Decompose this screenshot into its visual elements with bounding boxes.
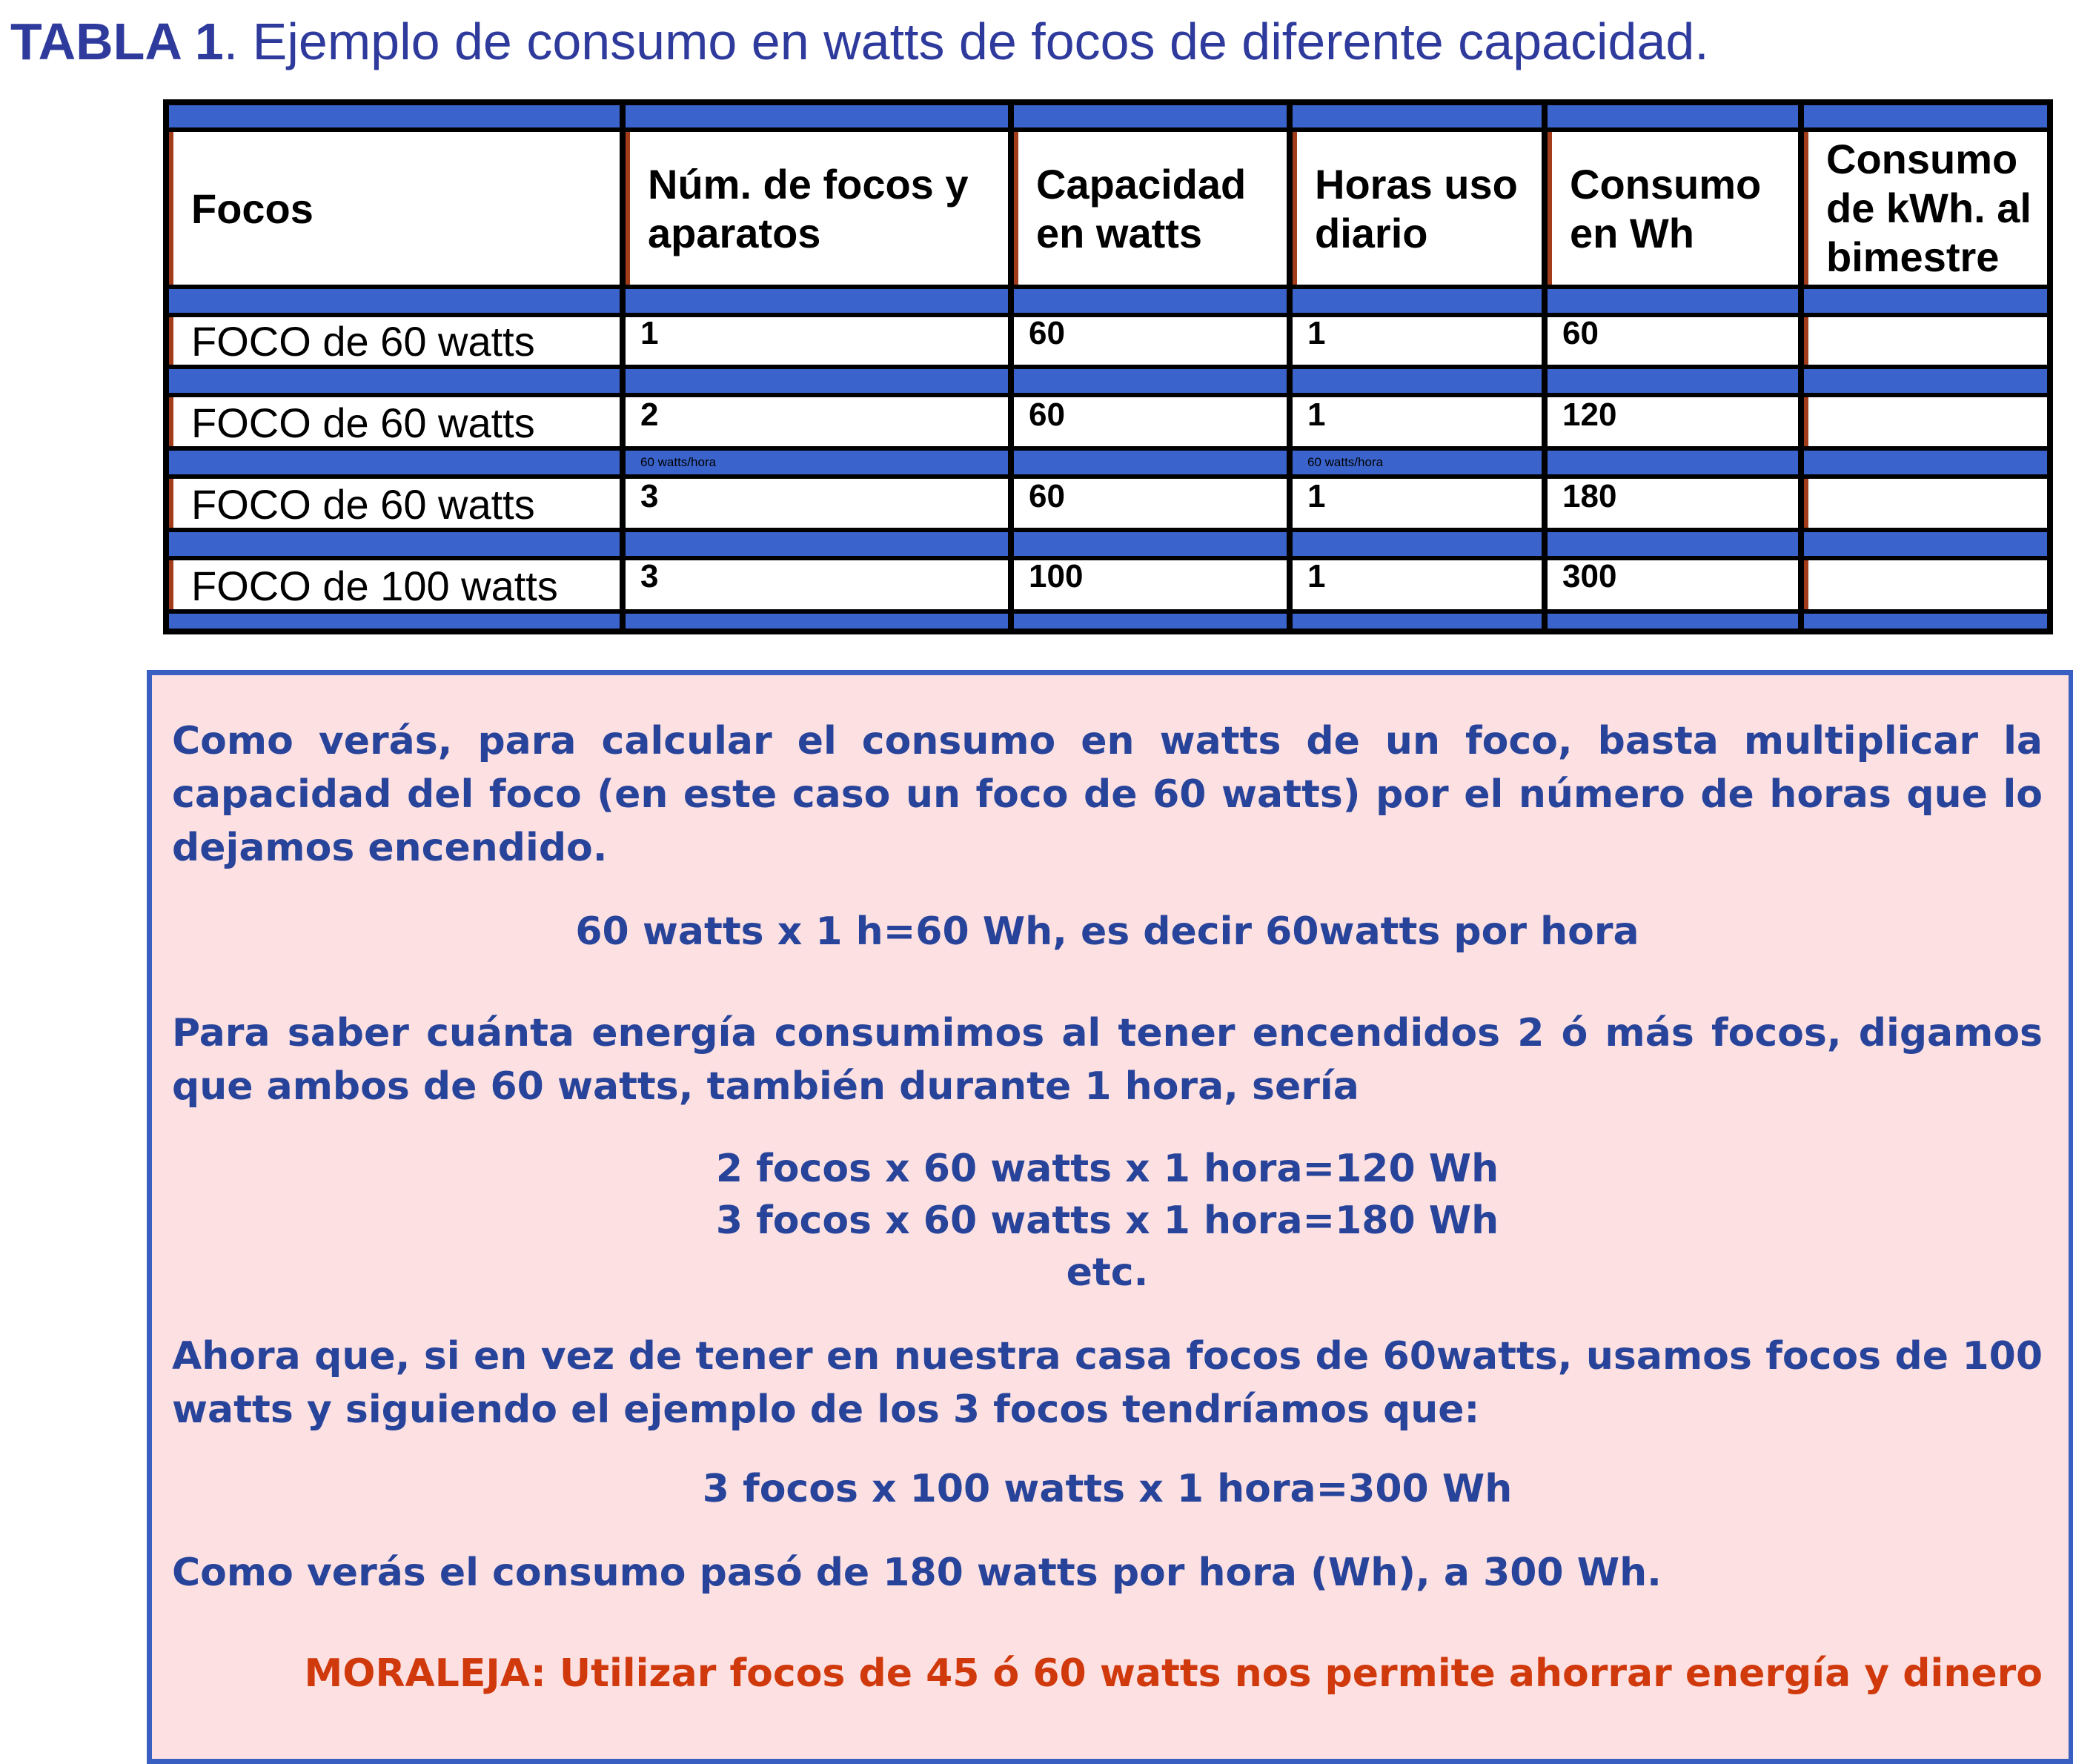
row-divider [169, 317, 173, 365]
row-divider [1804, 560, 1808, 609]
row-divider [169, 132, 173, 285]
equation-120wh: 2 focos x 60 watts x 1 hora=120 Wh [715, 1147, 1499, 1191]
row-divider [169, 560, 173, 609]
cell-consumo-wh: 180 [1562, 478, 1617, 514]
cell-focos: FOCO de 60 watts [191, 481, 535, 528]
paragraph-100-watts: Ahora que, si en vez de tener en nuestra casa focos de 60watts, usamos focos de 100 watts y siguiendo el ejemplo de los 3 focos tendríamos que: [172, 1334, 2043, 1432]
paragraph-two-bulbs: Para saber cuánta energía consumimos al tener encendidos 2 ó más focos, digamos que ambos de 60 watts, también durante 1 hora, sería [172, 1011, 2043, 1109]
header-consumo-kwh: Consumo de kWh. al bimestre [1826, 136, 2031, 280]
column-divider [620, 105, 626, 629]
header-consumo-wh: Consumo en Wh [1570, 161, 1762, 256]
table-band [169, 365, 2047, 397]
cell-num-focos: 3 [640, 558, 659, 594]
cell-consumo-wh: 300 [1562, 558, 1617, 594]
equation-300wh: 3 focos x 100 watts x 1 hora=300 Wh [702, 1467, 1513, 1511]
table-band [169, 285, 2047, 317]
cell-focos: FOCO de 60 watts [191, 399, 535, 446]
row-divider [2049, 397, 2053, 446]
equation-180wh: 3 focos x 60 watts x 1 hora=180 Wh [715, 1198, 1499, 1243]
row-divider [626, 132, 630, 285]
row-divider [2049, 560, 2053, 609]
equation-etc: etc. [1066, 1250, 1149, 1295]
table-title-lead: TABLA 1 [10, 13, 224, 70]
table-title [10, 6, 1709, 77]
cell-focos: FOCO de 100 watts [191, 563, 558, 609]
row-divider [1804, 479, 1808, 528]
row-divider [1548, 132, 1552, 285]
row-divider [1804, 317, 1808, 365]
cell-num-focos: 2 [640, 397, 659, 433]
equation-60wh: 60 watts x 1 h=60 Wh, es decir 60watts por hora [575, 909, 1639, 954]
row-divider [169, 479, 173, 528]
cell-horas: 1 [1307, 478, 1326, 514]
header-horas: Horas uso diario [1315, 161, 1518, 256]
table-band [169, 609, 2047, 634]
column-divider [1287, 105, 1293, 629]
band-note: 60 watts/hora [1307, 455, 1384, 469]
cell-num-focos: 3 [640, 478, 659, 514]
cell-capacidad: 60 [1029, 478, 1065, 514]
table-band [169, 446, 2047, 479]
cell-horas: 1 [1307, 397, 1326, 433]
column-divider [1542, 105, 1548, 629]
cell-capacidad: 60 [1029, 315, 1065, 351]
row-divider [2049, 317, 2053, 365]
row-divider [2049, 132, 2053, 285]
column-divider [1008, 105, 1014, 629]
cell-focos: FOCO de 60 watts [191, 318, 535, 365]
row-divider [2049, 479, 2053, 528]
cell-horas: 1 [1307, 558, 1326, 594]
paragraph-conclusion: Como verás el consumo pasó de 180 watts por hora (Wh), a 300 Wh. [172, 1551, 1662, 1595]
consumption-table [163, 99, 2053, 634]
row-divider [1014, 132, 1018, 285]
cell-consumo-wh: 120 [1562, 397, 1617, 433]
table-title-text: . Ejemplo de consumo en watts de focos de diferente capacidad. [223, 13, 1709, 70]
cell-capacidad: 60 [1029, 397, 1065, 433]
header-capacidad: Capacidad en watts [1036, 161, 1247, 256]
table-band [169, 105, 2047, 132]
cell-consumo-wh: 60 [1562, 315, 1599, 351]
column-divider [1798, 105, 1804, 629]
header-focos: Focos [191, 185, 314, 232]
row-divider [1293, 132, 1297, 285]
table-band [169, 528, 2047, 560]
band-note: 60 watts/hora [640, 455, 717, 469]
cell-horas: 1 [1307, 315, 1326, 351]
row-divider [169, 397, 173, 446]
header-num-focos: Núm. de focos y aparatos [648, 161, 969, 256]
moral-text: MORALEJA: Utilizar focos de 45 ó 60 watts nos permite ahorrar energía y dinero [304, 1651, 2043, 1696]
cell-num-focos: 1 [640, 315, 659, 351]
paragraph-intro: Como verás, para calcular el consumo en watts de un foco, basta multiplicar la capacidad del foco (en este caso un foco de 60 watts) por el número de horas que lo dejamos encendido. [172, 719, 2043, 870]
row-divider [1804, 397, 1808, 446]
cell-capacidad: 100 [1029, 558, 1084, 594]
row-divider [1804, 132, 1808, 285]
